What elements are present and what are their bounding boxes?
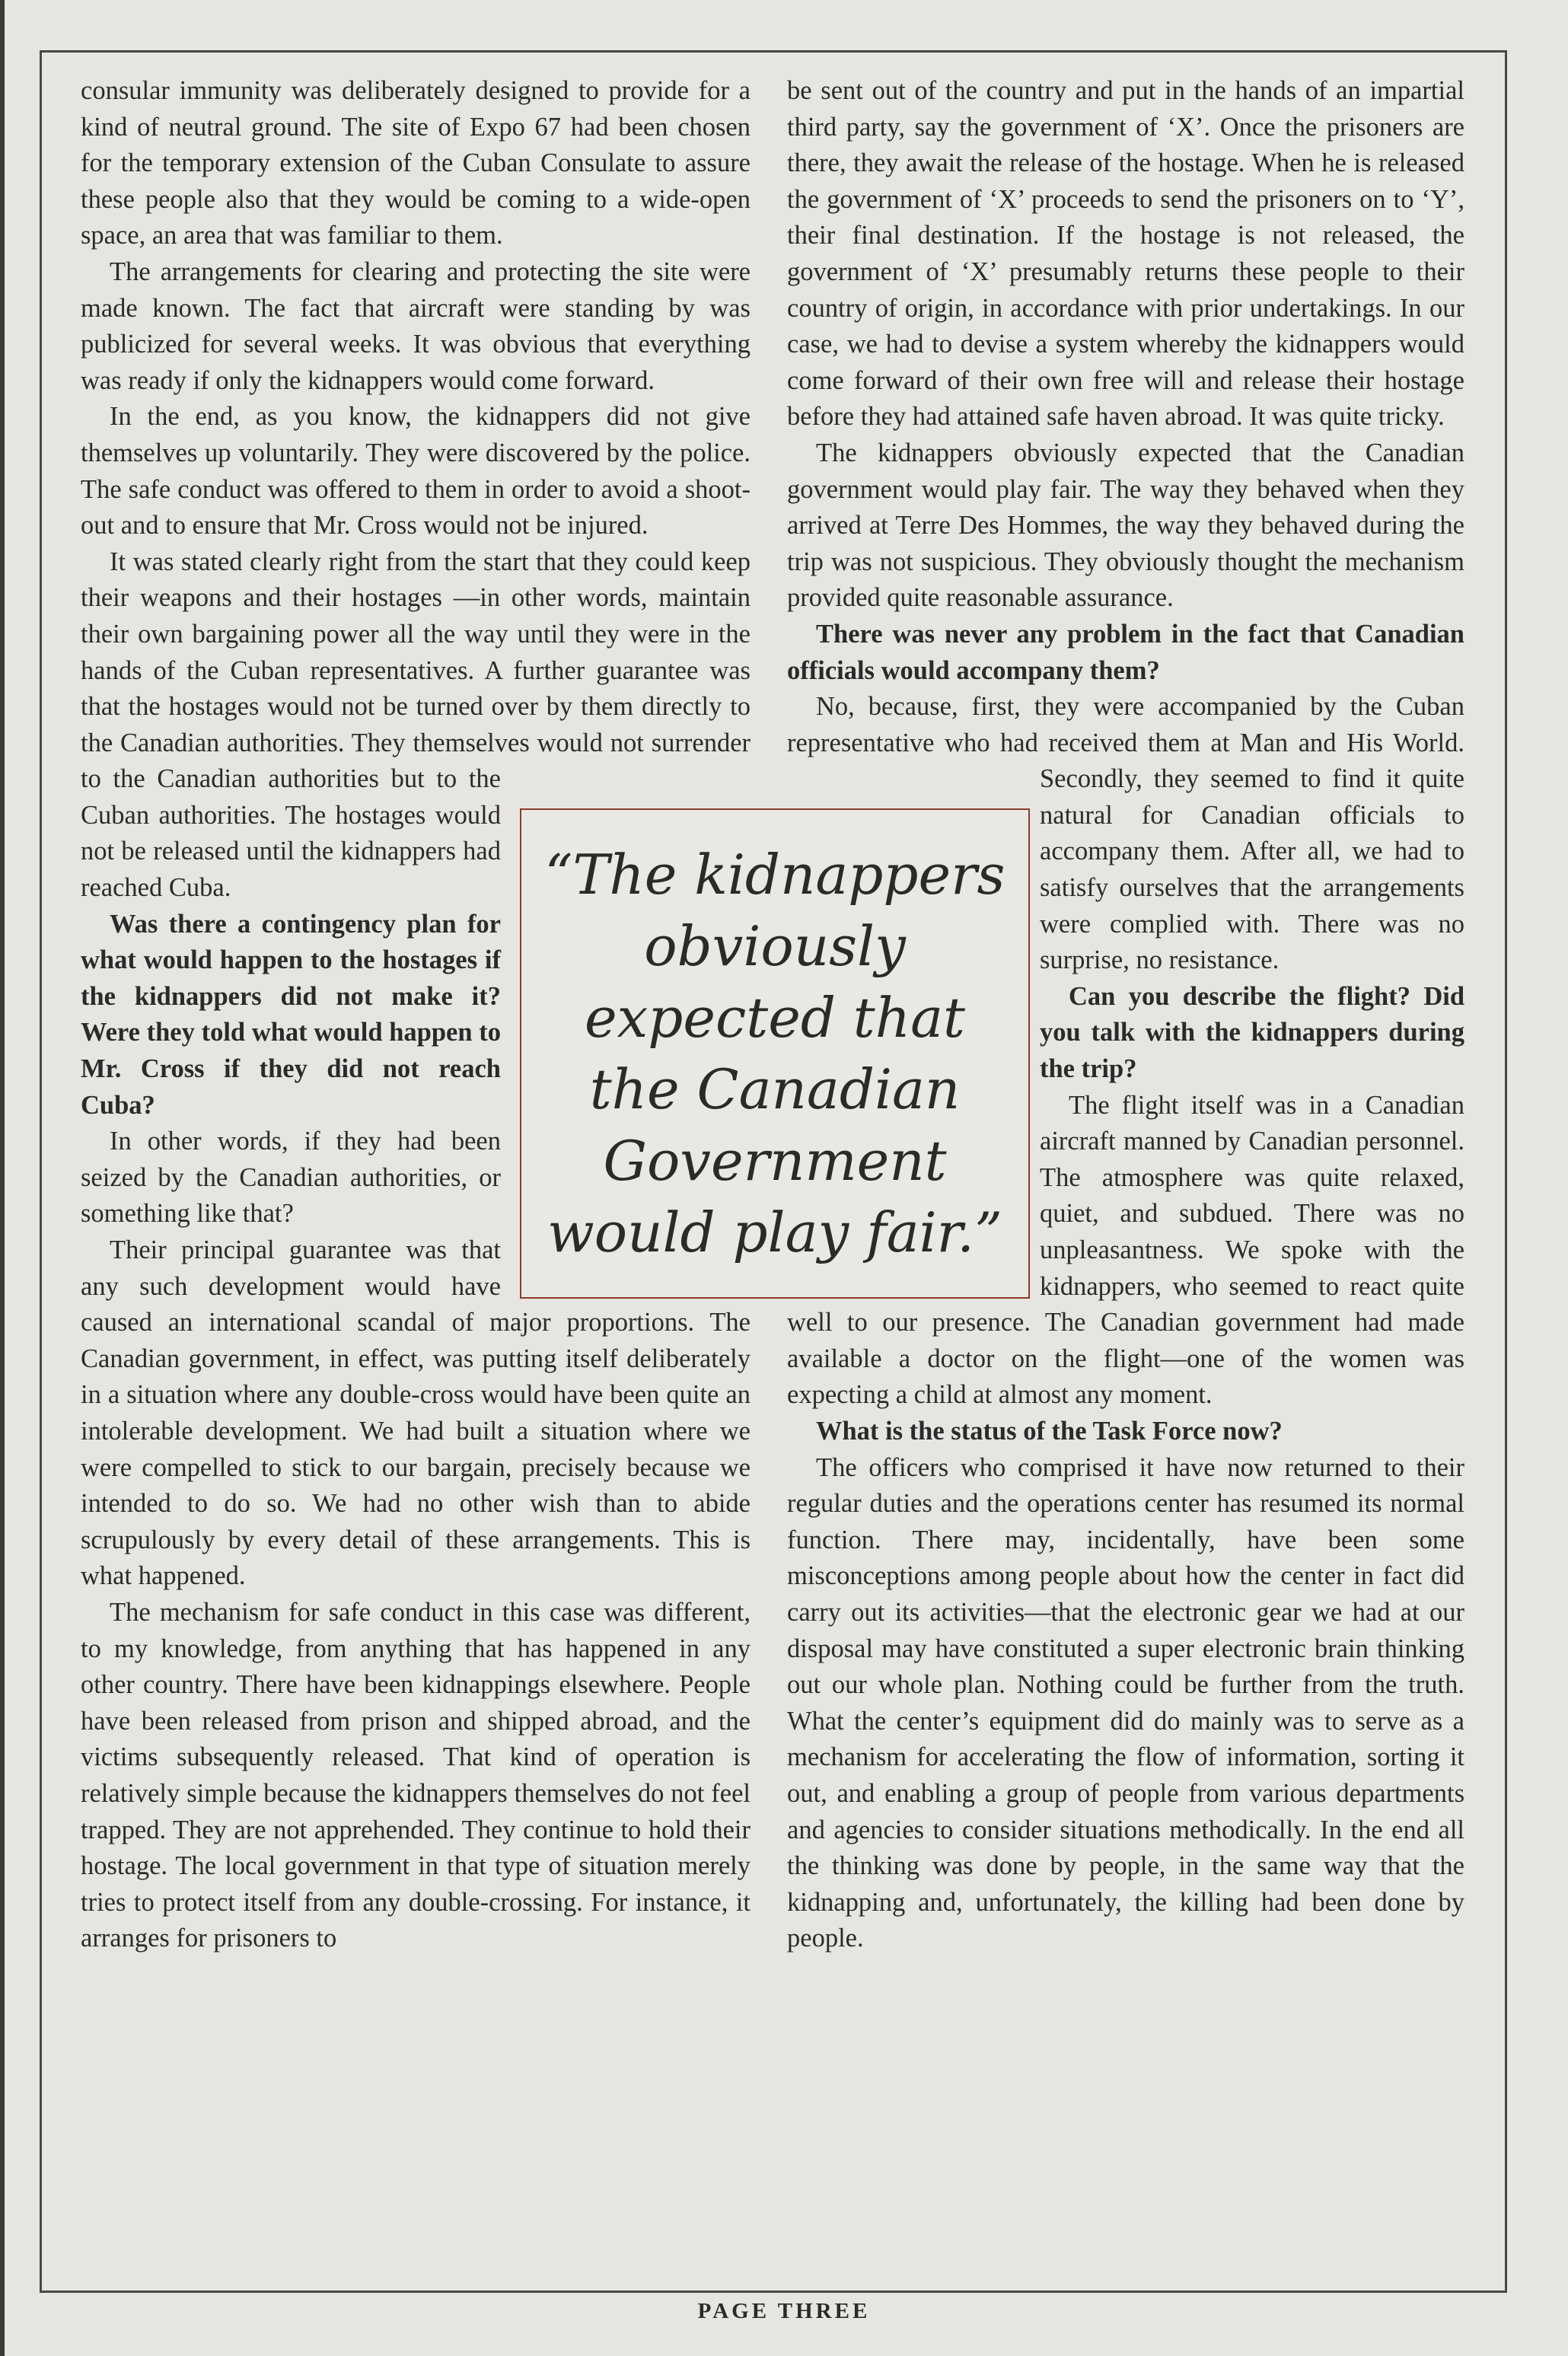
- left-paragraph-4: It was stated clearly right from the start that they could keep their weapons and their hostages —in other words, maintain their own bargaining power all the way until they were in the hands of the Cuban representatives. A further guarantee was that the hostages would not be turned over by them directly to the Canadian authorities. They themselves would not surrender to the Canadian authorities but to the Cuban authorities. The hostages would not be released until the kidnappers had reached Cuba.: [81, 547, 751, 903]
- pull-quote-box: [520, 808, 1030, 1299]
- right-paragraph-2: The kidnappers obviously expected that the Canadian government would play fair. The way they behaved when they arrived at Terre Des Hommes, the way they behaved during the trip was not suspicious. They obviously thought the mechanism provided quite reasonable assurance.: [787, 438, 1464, 613]
- left-paragraph-7: The mechanism for safe conduct in this case was different, to my knowledge, from anything that has happened in any other country. There have been kidnappings elsewhere. People have been released from prison and shipped abroad, and the victims subsequently released. That kind of operation is relatively simple because the kidnappers themselves do not feel trapped. They are not apprehended. They continue to hold their hostage. The local government in that type of situation merely tries to protect itself from any double-crossing. For instance, it arranges for prisoners to: [81, 1597, 751, 1953]
- page-binding-edge: [0, 0, 5, 2356]
- right-question-2: Can you describe the flight? Did you talk with the kidnappers during the trip?: [1040, 981, 1464, 1084]
- right-paragraph-5: The officers who comprised it have now returned to their regular duties and the operations center has resumed its normal function. There may, incidentally, have been some misconceptions among people about how the center in fact did carry out its activities—that the electronic gear we had at our disposal may have constituted a super electronic brain thinking out our whole plan. Nothing could be further from the truth. What the center’s equipment did do mainly was to serve as a mechanism for accelerating the flow of information, sorting it out, and enabling a group of people from various departments and agencies to consider situations methodically. In the end all the thinking was done by people, in the same way that the kidnapping and, unfortunately, the killing had been done by people.: [787, 1452, 1464, 1953]
- left-paragraph-6: Their principal guarantee was that any such development would have caused an international scandal of major proportions. The Canadian government, in effect, was putting itself deliberately in a situation where any double-cross would have been quite an intolerable development. We had built a situation where we were compelled to stick to our bargain, precisely because we intended to do so. We had no other wish than to abide scrupulously by every detail of these arrangements. This is what happened.: [81, 1235, 751, 1591]
- left-question-1: Was there a contingency plan for what would happen to the hostages if the kidnappers did not make it? Were they told what would happen to Mr. Cross if they did not reach Cuba?: [81, 909, 501, 1120]
- right-paragraph-4: The flight itself was in a Canadian aircraft manned by Canadian personnel. The atmosphere was quite relaxed, quiet, and subdued. There was no unpleasantness. We spoke with the kidnappers, who seemed to react quite well to our presence. The Canadian government had made available a doctor on the flight—one of the women was expecting a child at almost any moment.: [787, 1090, 1464, 1410]
- right-paragraph-1: be sent out of the country and put in the hands of an impartial third party, say the government of ‘X’. Once the prisoners are there, they await the release of the hostage. When he is released the government of ‘X’ proceeds to send the prisoners on to ‘Y’, their final destination. If the hostage is not released, the government of ‘X’ presumably returns these people to their country of origin, in accordance with prior undertakings. In our case, we had to devise a system whereby the kidnappers would come forward of their own free will and release their hostage before they had attained safe haven abroad. It was quite tricky.: [787, 76, 1464, 432]
- left-paragraph-5: In other words, if they had been seized by the Canadian authorities, or something like that?: [81, 1127, 501, 1229]
- left-paragraph-3: In the end, as you know, the kidnappers did not give themselves up voluntarily. They were discovered by the police. The safe conduct was offered to them in order to avoid a shoot-out and to ensure that Mr. Cross would not be injured.: [81, 402, 751, 540]
- right-question-1: There was never any problem in the fact that Canadian officials would accompany them?: [787, 619, 1464, 685]
- page-number-footer: PAGE THREE: [697, 2299, 871, 2323]
- left-paragraph-1: consular immunity was deliberately designed to provide for a kind of neutral ground. The site of Expo 67 had been chosen for the temporary extension of the Cuban Consulate to assure these people also that they would be coming to a wide-open space, an area that was familiar to them.: [81, 76, 751, 250]
- pull-quote-text: “The kidnappers obviously expected that the Canadian Government would play fair.”: [544, 843, 1005, 1264]
- right-paragraph-3: No, because, first, they were accompanied by the Cuban representative who had received them at Man and His World. Secondly, they seemed to find it quite natural for Canadian officials to accompany them. After all, we had to satisfy ourselves that the arrangements were complied with. There was no surprise, no resistance.: [787, 692, 1464, 975]
- right-question-3: What is the status of the Task Force now?: [816, 1416, 1283, 1446]
- left-paragraph-2: The arrangements for clearing and protecting the site were made known. The fact that aircraft were standing by was publicized for several weeks. It was obvious that everything was ready if only the kidnappers would come forward.: [81, 257, 751, 395]
